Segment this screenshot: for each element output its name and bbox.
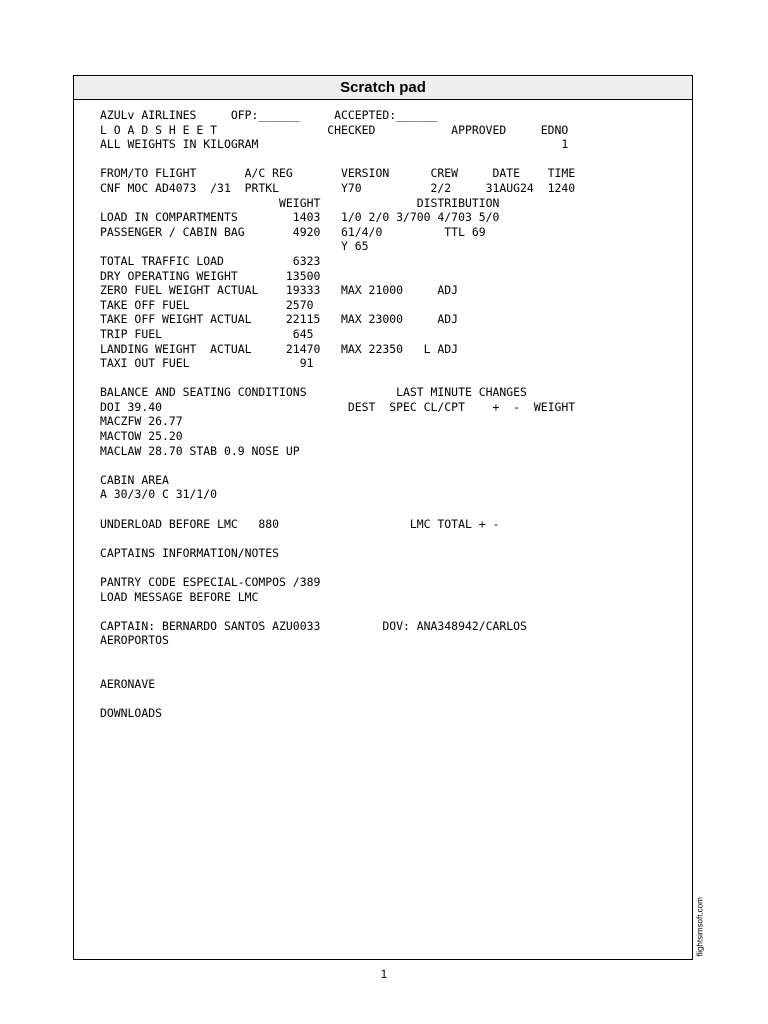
loadsheet-line: CABIN AREA: [100, 472, 169, 487]
scratch-pad-title: Scratch pad: [340, 79, 426, 96]
loadsheet-line: MACLAW 28.70 STAB 0.9 NOSE UP: [100, 443, 300, 458]
loadsheet-line: FROM/TO FLIGHT A/C REG VERSION CREW DATE TIME: [100, 166, 576, 181]
loadsheet-line: WEIGHT DISTRIBUTION: [100, 195, 500, 210]
scratch-pad-panel: [73, 75, 693, 960]
loadsheet-line: [100, 502, 575, 517]
loadsheet-line: AERONAVE: [100, 677, 156, 692]
watermark: [694, 894, 706, 960]
loadsheet-line: TOTAL TRAFFIC LOAD 6323: [100, 253, 321, 268]
loadsheet-line: AEROPORTOS: [100, 633, 169, 648]
scratch-pad-header: [74, 76, 692, 100]
loadsheet-line: [100, 560, 575, 575]
loadsheet-line: PANTRY CODE ESPECIAL-COMPOS /389: [100, 575, 321, 589]
loadsheet-line: LANDING WEIGHT ACTUAL 21470 MAX 22350 L ADJ: [100, 341, 459, 356]
loadsheet-line: DOWNLOADS: [100, 706, 162, 721]
loadsheet-line: DRY OPERATING WEIGHT 13500: [100, 268, 321, 283]
loadsheet-line: [100, 663, 575, 678]
loadsheet-line: LOAD MESSAGE BEFORE LMC: [100, 589, 259, 604]
loadsheet-line: LOAD IN COMPARTMENTS 1403 1/0 2/0 3/700 4/703 5/0: [100, 210, 500, 225]
loadsheet-line: AZULv AIRLINES OFP:______ ACCEPTED:______: [100, 108, 438, 122]
loadsheet-line: MACZFW 26.77: [100, 414, 183, 429]
loadsheet-line: A 30/3/0 C 31/1/0: [100, 487, 218, 502]
loadsheet-line: CAPTAIN: BERNARDO SANTOS AZU0033 DOV: ANA348942/CARLOS: [100, 618, 527, 633]
loadsheet-line: DOI 39.40 DEST SPEC CL/CPT + - WEIGHT: [100, 399, 576, 414]
loadsheet-line: [100, 531, 575, 546]
watermark-text: flightsimsoft.com: [695, 897, 705, 957]
loadsheet-line: TAKE OFF FUEL 2570: [100, 297, 314, 312]
loadsheet-line: Y 65: [100, 239, 369, 254]
loadsheet-line: MACTOW 25.20: [100, 429, 183, 444]
loadsheet-line: TRIP FUEL 645: [100, 326, 314, 341]
loadsheet-line: [100, 371, 575, 386]
loadsheet-line: ZERO FUEL WEIGHT ACTUAL 19333 MAX 21000 ADJ: [100, 283, 459, 298]
loadsheet-line: [100, 458, 575, 473]
loadsheet-line: CAPTAINS INFORMATION/NOTES: [100, 545, 280, 560]
loadsheet-line: [100, 648, 575, 663]
loadsheet-line: CNF MOC AD4073 /31 PRTKL Y70 2/2 31AUG24 1240: [100, 180, 576, 195]
loadsheet-line: TAKE OFF WEIGHT ACTUAL 22115 MAX 23000 ADJ: [100, 312, 459, 327]
loadsheet-line: [100, 152, 575, 167]
loadsheet-line: BALANCE AND SEATING CONDITIONS LAST MINUTE CHANGES: [100, 385, 527, 400]
loadsheet-text: [100, 108, 575, 721]
loadsheet-line: UNDERLOAD BEFORE LMC 880 LMC TOTAL + -: [100, 516, 500, 531]
loadsheet-line: L O A D S H E E T CHECKED APPROVED EDNO: [100, 122, 569, 137]
loadsheet-line: TAXI OUT FUEL 91: [100, 356, 314, 371]
page-number: 1: [380, 967, 388, 981]
loadsheet-line: [100, 692, 575, 707]
loadsheet-line: ALL WEIGHTS IN KILOGRAM 1: [100, 137, 569, 152]
loadsheet-line: [100, 604, 575, 619]
loadsheet-line: PASSENGER / CABIN BAG 4920 61/4/0 TTL 69: [100, 224, 486, 239]
